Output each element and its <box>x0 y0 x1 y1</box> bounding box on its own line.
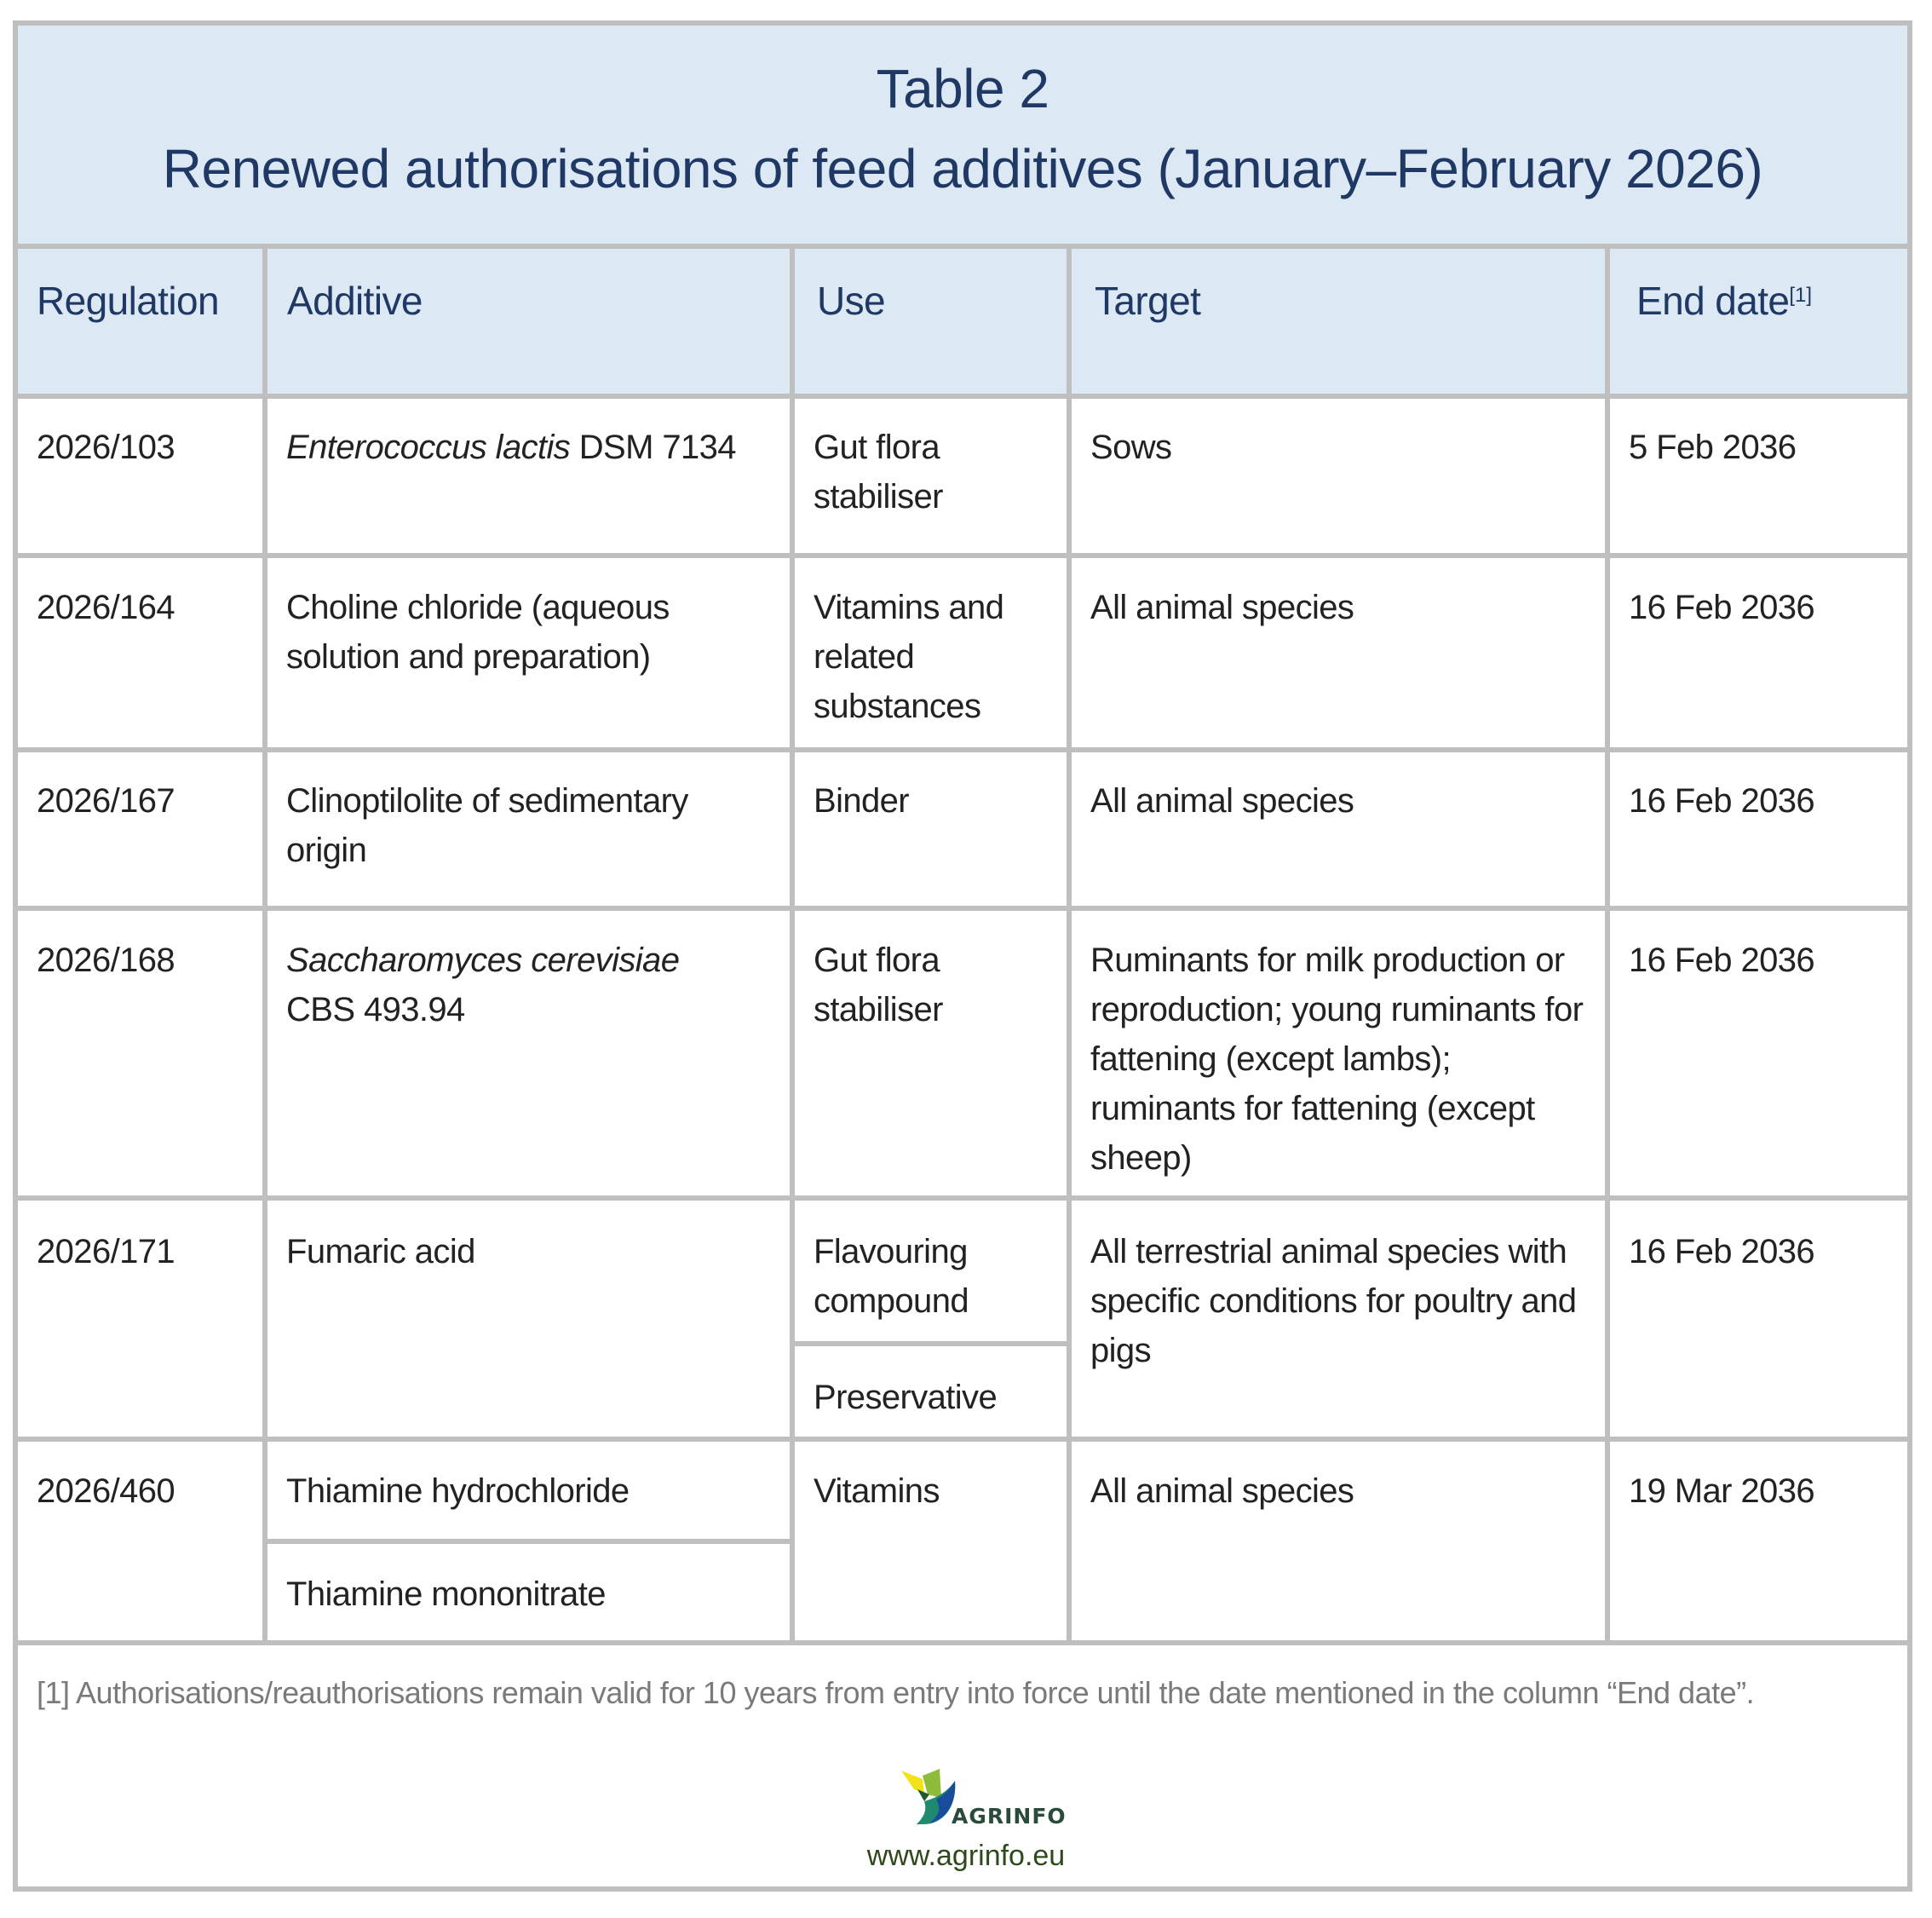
cell-end-date: 16 Feb 2036 <box>1629 942 1815 979</box>
footnote: [1] Authorisations/reauthorisations remain valid for 10 years from entry into force until the date mentioned in the column “End date”. <box>37 1675 1755 1710</box>
cell-regulation: 2026/167 <box>37 782 175 820</box>
footnote-ref[interactable]: [1] <box>1789 284 1813 307</box>
cell-regulation: 2026/171 <box>37 1233 175 1270</box>
cell-use-secondary: Preservative <box>814 1379 998 1416</box>
cell-target: All terrestrial animal species with specific conditions for poultry and pigs <box>1090 1233 1577 1369</box>
column-header-target: Target <box>1095 279 1201 323</box>
cell-use: Gut flora stabiliser <box>814 429 943 515</box>
cell-additive: Clinoptilolite of sedimentary origin <box>286 782 688 869</box>
additive-strain: DSM 7134 <box>570 429 736 466</box>
column-header-additive: Additive <box>287 279 423 323</box>
cell-target: All animal species <box>1090 589 1354 626</box>
additive-strain: CBS 493.94 <box>286 991 465 1028</box>
cell-regulation: 2026/460 <box>37 1472 175 1510</box>
cell-target: All animal species <box>1090 782 1354 820</box>
additive-species-name: Enterococcus lactis <box>286 429 571 466</box>
table-number: Table 2 <box>876 58 1049 119</box>
cell-use: Vitamins <box>814 1472 940 1510</box>
logo-wordmark: AGRINFO <box>952 1804 1067 1829</box>
cell-additive: Choline chloride (aqueous solution and preparation) <box>286 589 670 676</box>
row-divider <box>13 553 1912 558</box>
row-divider <box>13 747 1912 752</box>
table-title: Renewed authorisations of feed additives (January–February 2026) <box>162 138 1763 199</box>
cell-target: All animal species <box>1090 1472 1354 1510</box>
column-header-use: Use <box>817 279 886 323</box>
title-divider <box>13 244 1912 249</box>
row-divider <box>13 906 1912 911</box>
table-bottom-divider <box>13 1640 1912 1645</box>
cell-end-date: 5 Feb 2036 <box>1629 429 1797 466</box>
cell-additive-primary: Thiamine hydrochloride <box>286 1472 630 1510</box>
row-divider <box>13 1437 1912 1442</box>
cell-additive: Fumaric acid <box>286 1233 475 1270</box>
cell-use: Binder <box>814 782 910 820</box>
use-subdivider <box>792 1341 1072 1346</box>
header-divider <box>13 394 1912 399</box>
cell-target: Ruminants for milk production or reproduction; young ruminants for fattening (except lambs); ruminants for fattening (except sheep) <box>1090 942 1584 1177</box>
cell-end-date: 19 Mar 2036 <box>1629 1472 1814 1510</box>
cell-end-date: 16 Feb 2036 <box>1629 782 1815 820</box>
cell-regulation: 2026/103 <box>37 429 175 466</box>
column-header-regulation: Regulation <box>37 279 219 323</box>
additive-species-name: Saccharomyces cerevisiae <box>286 942 680 979</box>
row-divider <box>13 1195 1912 1201</box>
cell-use: Gut flora stabiliser <box>814 942 943 1028</box>
cell-end-date: 16 Feb 2036 <box>1629 1233 1815 1270</box>
additive-subdivider <box>265 1539 795 1544</box>
cell-end-date: 16 Feb 2036 <box>1629 589 1815 626</box>
end-date-label: End date <box>1636 279 1790 323</box>
cell-use-primary: Flavouring compound <box>814 1233 969 1320</box>
cell-use: Vitamins and related substances <box>814 589 1004 725</box>
cell-additive-secondary: Thiamine mononitrate <box>286 1575 606 1613</box>
cell-target: Sows <box>1090 429 1172 466</box>
cell-regulation: 2026/164 <box>37 589 175 626</box>
cell-additive <box>267 936 792 1034</box>
website-url[interactable]: www.agrinfo.eu <box>866 1840 1066 1872</box>
column-header-end-date <box>1636 276 1812 325</box>
cell-regulation: 2026/168 <box>37 942 175 979</box>
cell-additive <box>267 423 792 472</box>
